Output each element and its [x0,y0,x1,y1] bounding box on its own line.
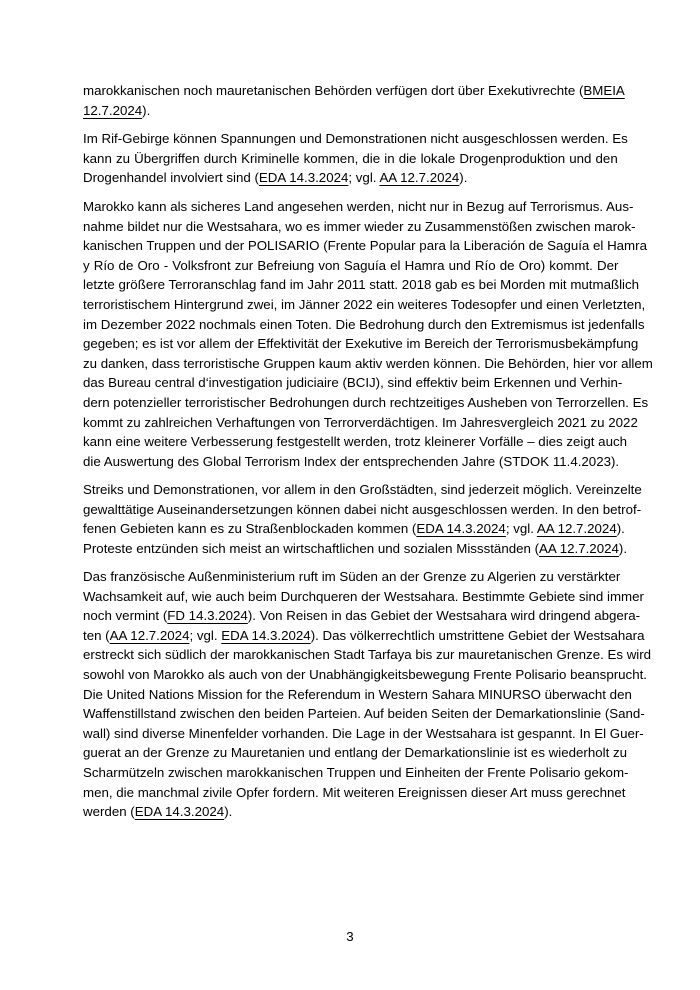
text-segment: Drogenhandel involviert sind ( [83,170,259,186]
text-line [83,256,618,276]
text-segment: marokkanischen noch mauretanischen Behörden verfügen dort über Exekutivrechte ( [83,83,584,98]
text-line [83,763,629,783]
text-line [83,373,623,393]
source-reference-link[interactable]: 12.7.2024 [83,102,143,118]
text-segment: Im Rif-Gebirge können Spannungen und Demonstrationen nicht ausgeschlossen werden. Es [83,131,628,146]
text-segment: kann zu Übergriffen durch Kriminelle kommen, die in die lokale Drogenproduktion und den [83,150,618,166]
text-segment: Das französische Außenministerium ruft im Süden an der Grenze zu Algerien zu verstärkter [83,569,621,584]
source-reference-link[interactable]: EDA 14.3.2024 [416,521,506,537]
text-segment: erstreckt sich südlich der marokkanischen Stadt Tarfaya bis zur mauretanischen Grenze. Es wird [83,647,652,663]
text-line [83,334,639,354]
text-line [83,452,618,472]
text-line [83,413,638,433]
text-segment: Proteste entzünden sich meist an wirtschaftlichen und sozialen Missständen ( [83,540,540,556]
paragraph-terrorism [83,197,653,471]
text-segment: die Auswertung des Global Terrorism Index der entsprechenden Jahre (STDOK 11.4.2023). [83,453,620,469]
text-segment: men, die manchmal zivile Opfer fordern. Mit weiteren Ereignissen dieser Art muss gerechnet [83,784,626,800]
text-segment: Die United Nations Mission for the Referendum in Western Sahara MINURSO überwacht den [83,686,632,702]
paragraph-western-sahara [83,567,652,822]
text-segment: Marokko kann als sicheres Land angesehen werden, nicht nur in Bezug auf Terrorismus. Aus- [83,199,634,214]
text-segment: dern potenzieller terroristischer Bedrohungen durch rechtzeitiges Ausheben von Terrorzellen. Es [83,394,649,410]
source-reference-link[interactable]: AA 12.7.2024 [536,521,617,537]
text-line [83,519,625,539]
text-line [83,295,646,315]
text-line [83,587,644,607]
source-reference-link[interactable]: EDA 14.3.2024 [221,627,311,643]
text-segment: kann eine weitere Verbesserung festgestellt werden, trotz kleinerer Vorfälle – dies zeigt auch [83,434,628,450]
text-line [83,539,628,559]
source-reference-link[interactable]: AA 12.7.2024 [109,627,190,643]
text-segment: nahme bildet nur die Westsahara, wo es immer wieder zu Zusammenstößen zwischen marok- [83,218,636,234]
text-segment: ). [224,804,233,820]
text-line [83,606,641,626]
text-segment: ten ( [83,627,110,643]
source-reference-link[interactable]: EDA 14.3.2024 [258,170,349,186]
text-line [83,567,621,587]
text-segment: ). [616,521,625,537]
text-segment: ). Das völkerrechtlich umstrittene Gebiet der Westsahara [310,627,645,643]
text-line [83,168,618,188]
source-reference-link[interactable]: FD 14.3.2024 [167,608,248,624]
text-line [83,129,628,149]
source-reference-link[interactable]: AA 12.7.2024 [539,540,619,556]
source-reference-link[interactable]: BMEIA [583,83,625,98]
text-segment: kommt zu zahlreichen Verhaftungen von Terrorverdächtigen. Im Jahresvergleich 2021 zu 2022 [83,414,638,430]
text-line [83,724,644,744]
text-line [83,704,645,724]
source-reference-link[interactable]: AA 12.7.2024 [379,170,460,186]
source-reference-link[interactable]: EDA 14.3.2024 [134,804,225,820]
text-segment: y Río de Oro - Volksfront zur Befreiung von Saguía el Hamra und Río de Oro) kommt. Der [83,257,619,273]
text-line [83,626,645,646]
text-segment: ; vgl. [348,170,380,186]
text-line [83,101,618,121]
text-segment: ; vgl. [505,521,537,537]
paragraph-rif-mountains [83,129,628,188]
text-line [83,275,640,295]
text-line [83,354,653,374]
text-segment: terroristischem Hintergrund zwei, im Jänner 2022 ein weiteres Todesopfer und einen Verletzten, [83,296,646,312]
paragraph-strikes-demonstrations [83,480,642,558]
text-segment: zu danken, dass terroristische Gruppen kaum aktiv werden können. Die Behörden, hier vor allem [83,355,653,371]
text-segment: ). Von Reisen in das Gebiet der Westsahara wird dringend abgera- [247,608,641,624]
text-line [83,197,634,217]
text-segment: letzte größere Terroranschlag fand im Jahr 2011 statt. 2018 gab es bei Morden mit mutmaßlich [83,277,640,293]
text-line [83,802,618,822]
text-line [83,432,628,452]
text-segment: noch vermint ( [83,608,168,624]
text-line [83,81,625,101]
text-segment: ). [618,540,628,556]
text-line [83,743,628,763]
text-line [83,665,647,685]
text-line [83,500,642,520]
text-line [83,149,618,169]
text-segment: sowohl von Marokko als auch von der Unabhängigkeitsbewegung Frente Polisario beansprucht. [83,666,647,682]
text-segment: Wachsamkeit auf, wie auch beim Durchqueren der Westsahara. Bestimmte Gebiete sind immer [83,588,644,604]
text-line [83,315,645,335]
text-line [83,645,652,665]
text-line [83,480,642,500]
text-segment: Streiks und Demonstrationen, vor allem in den Großstädten, sind jederzeit möglich. Vereinzelte [83,482,642,497]
text-segment: wall) sind diverse Minenfelder vorhanden. Die Lage in der Westsahara ist gespannt. In El Guer- [83,725,644,741]
text-segment: Scharmützeln zwischen marokkanischen Truppen und Einheiten der Frente Polisario gekom- [83,764,629,780]
text-line [83,685,632,705]
text-line [83,783,626,803]
page-number: 3 [346,929,354,944]
text-line [83,393,649,413]
text-line [83,236,647,256]
text-segment: kanischen Truppen und der POLISARIO (Frente Popular para la Liberación de Saguía el Hamra [83,238,647,254]
text-segment: ). [142,102,151,118]
paragraph-continuation [83,81,625,120]
text-segment: gewalttätige Auseinandersetzungen können dabei nicht ausgeschlossen werden. In den betrof- [83,501,642,517]
text-segment: Waffenstillstand zwischen den beiden Parteien. Auf beiden Seiten der Demarkationslinie (Sand- [83,706,645,722]
text-segment: werden ( [83,804,135,820]
text-segment: ). [459,170,468,186]
text-segment: gegeben; es ist vor allem der Effektivität der Exekutive im Bereich der Terrorismusbekämpfung [83,336,639,352]
text-segment: guerat an der Grenze zu Mauretanien und entlang der Demarkationslinie ist es wiederholt zu [83,745,628,761]
text-segment: fenen Gebieten kann es zu Straßenblockaden kommen ( [83,521,417,537]
text-line [83,217,636,237]
text-segment: im Dezember 2022 nochmals einen Toten. Die Bedrohung durch den Extremismus ist jedenfalls [83,316,645,332]
text-segment: ; vgl. [189,627,222,643]
text-segment: das Bureau central d‘investigation judiciaire (BCIJ), sind effektiv beim Erkennen und Verhin- [83,375,623,391]
